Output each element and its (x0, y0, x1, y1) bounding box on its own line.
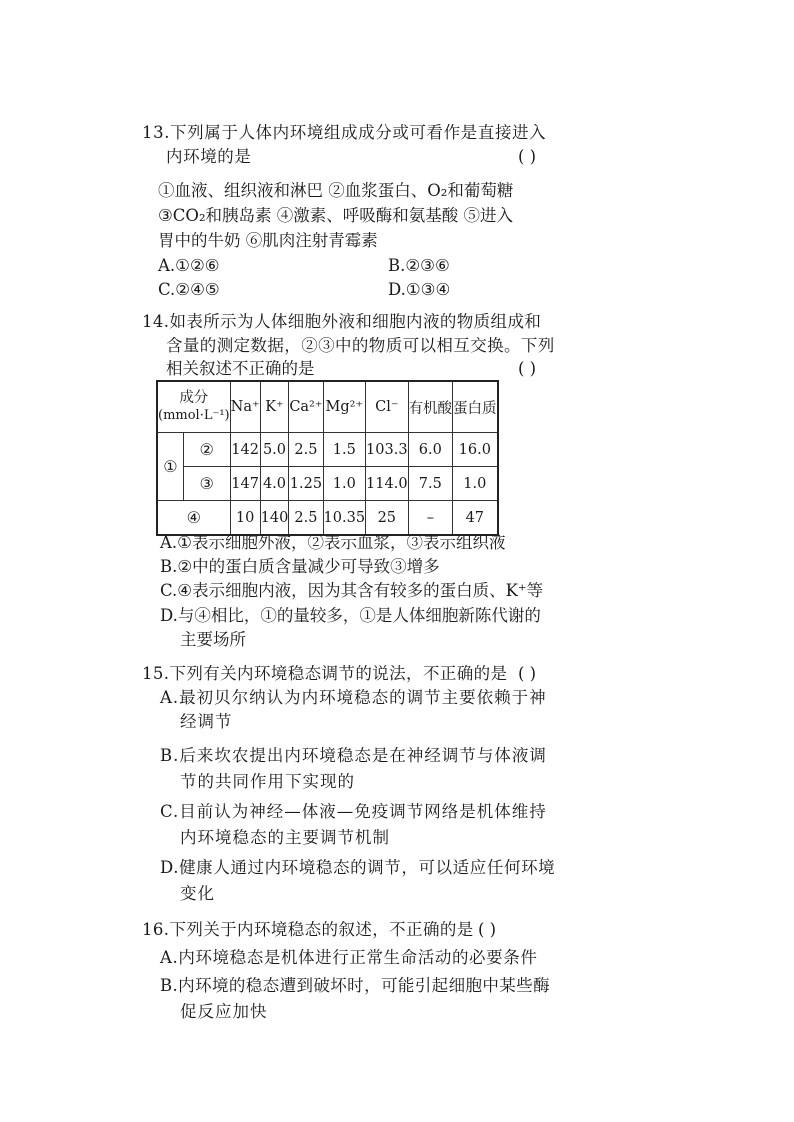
table-cell: 114.0 (366, 467, 409, 501)
q13-items-line2: ③CO₂和胰岛素 ④激素、呼吸酶和氨基酸 ⑤进入 (158, 206, 514, 225)
q14-stem-line1: 14.如表所示为人体细胞外液和细胞内液的物质组成和 (142, 312, 542, 331)
table-cell: 2.5 (289, 433, 323, 467)
q13-option-d: D.①③④ (388, 280, 451, 299)
q14-stem-line3: 相关叙述不正确的是 (166, 359, 315, 378)
q14-option-c: C.④表示细胞内液，因为其含有较多的蛋白质、K⁺等 (160, 581, 544, 600)
q14-option-b: B.②中的蛋白质含量减少可导致③增多 (160, 557, 440, 576)
col-header: 蛋白质 (453, 381, 498, 433)
q13-stem-line2: 内环境的是 (166, 147, 252, 166)
q14-answer-paren: ( ) (518, 359, 537, 378)
table-row (157, 501, 498, 536)
q16-stem: 16.下列关于内环境稳态的叙述，不正确的是 (142, 920, 474, 939)
composition-table (156, 380, 499, 536)
header-label-line1: 成分 (179, 390, 209, 406)
q13-stem-line1: 13.下列属于人体内环境组成成分或可看作是直接进入 (142, 123, 547, 142)
row-label-cell: ④ (157, 501, 230, 536)
table-cell: 10 (230, 501, 260, 536)
table-cell: 2.5 (289, 501, 323, 536)
table-cell: 1.0 (453, 467, 498, 501)
q13-items-line1: ①血液、组织液和淋巴 ②血浆蛋白、O₂和葡萄糖 (158, 181, 514, 200)
col-header: Cl⁻ (366, 381, 409, 433)
row-label-cell: ③ (183, 467, 230, 501)
table-row (157, 467, 498, 501)
col-header: Ca²⁺ (289, 381, 323, 433)
q15-stem: 15.下列有关内环境稳态调节的说法，不正确的是 (142, 664, 508, 683)
q13-answer-paren: ( ) (518, 147, 537, 166)
table-cell: 7.5 (408, 467, 453, 501)
table-cell: 142 (230, 433, 260, 467)
col-header: Na⁺ (230, 381, 260, 433)
table-cell: 10.35 (323, 501, 366, 536)
q14-option-d-line2: 主要场所 (180, 630, 246, 649)
col-header: K⁺ (260, 381, 289, 433)
table-cell: 4.0 (260, 467, 289, 501)
table-cell: 5.0 (260, 433, 289, 467)
q13-option-c: C.②④⑤ (158, 280, 220, 299)
q15-option-c-line1: C.目前认为神经—体液—免疫调节网络是机体维持 (160, 802, 547, 821)
q15-option-a-line2: 经调节 (180, 712, 233, 731)
q16-answer-paren: ( ) (478, 920, 497, 939)
group-label-cell: ① (157, 433, 183, 501)
table-cell: 25 (366, 501, 409, 536)
table-cell: – (408, 501, 453, 536)
q15-option-d-line2: 变化 (180, 884, 215, 903)
table-cell: 47 (453, 501, 498, 536)
q16-option-b-line2: 促反应加快 (180, 1002, 268, 1021)
q13-items-line3: 胃中的牛奶 ⑥肌肉注射青霉素 (158, 231, 378, 250)
q15-option-d-line1: D.健康人通过内环境稳态的调节，可以适应任何环境 (160, 858, 556, 877)
table-cell: 16.0 (453, 433, 498, 467)
q13-option-a: A.①②⑥ (158, 256, 220, 275)
col-header: Mg²⁺ (323, 381, 366, 433)
q15-option-c-line2: 内环境稳态的主要调节机制 (180, 828, 390, 847)
header-label-line2: (mmol·L⁻¹) (158, 408, 230, 423)
table-cell: 147 (230, 467, 260, 501)
table-cell: 6.0 (408, 433, 453, 467)
q14-option-a: A.①表示细胞外液，②表示血浆，③表示组织液 (160, 533, 506, 552)
q15-answer-paren: ( ) (518, 664, 537, 683)
table-cell: 1.25 (289, 467, 323, 501)
col-header: 有机酸 (408, 381, 453, 433)
q13-option-b: B.②③⑥ (388, 256, 450, 275)
q14-stem-line2: 含量的测定数据，②③中的物质可以相互交换。下列 (166, 336, 555, 355)
q14-option-d-line1: D.与④相比，①的量较多，①是人体细胞新陈代谢的 (160, 606, 541, 625)
q16-option-b-line1: B.内环境的稳态遭到破坏时，可能引起细胞中某些酶 (160, 976, 550, 995)
q15-option-b-line1: B.后来坎农提出内环境稳态是在神经调节与体液调 (160, 746, 547, 765)
q15-option-a-line1: A.最初贝尔纳认为内环境稳态的调节主要依赖于神 (160, 688, 547, 707)
table-cell: 140 (260, 501, 289, 536)
table-row (157, 433, 498, 467)
q15-option-b-line2: 节的共同作用下实现的 (180, 772, 355, 791)
table-cell: 103.3 (366, 433, 409, 467)
table-cell: 1.5 (323, 433, 366, 467)
row-label-cell: ② (183, 433, 230, 467)
table-header-row (157, 381, 498, 433)
q16-option-a: A.内环境稳态是机体进行正常生命活动的必要条件 (160, 948, 538, 967)
table-cell: 1.0 (323, 467, 366, 501)
header-label-cell (157, 381, 230, 433)
